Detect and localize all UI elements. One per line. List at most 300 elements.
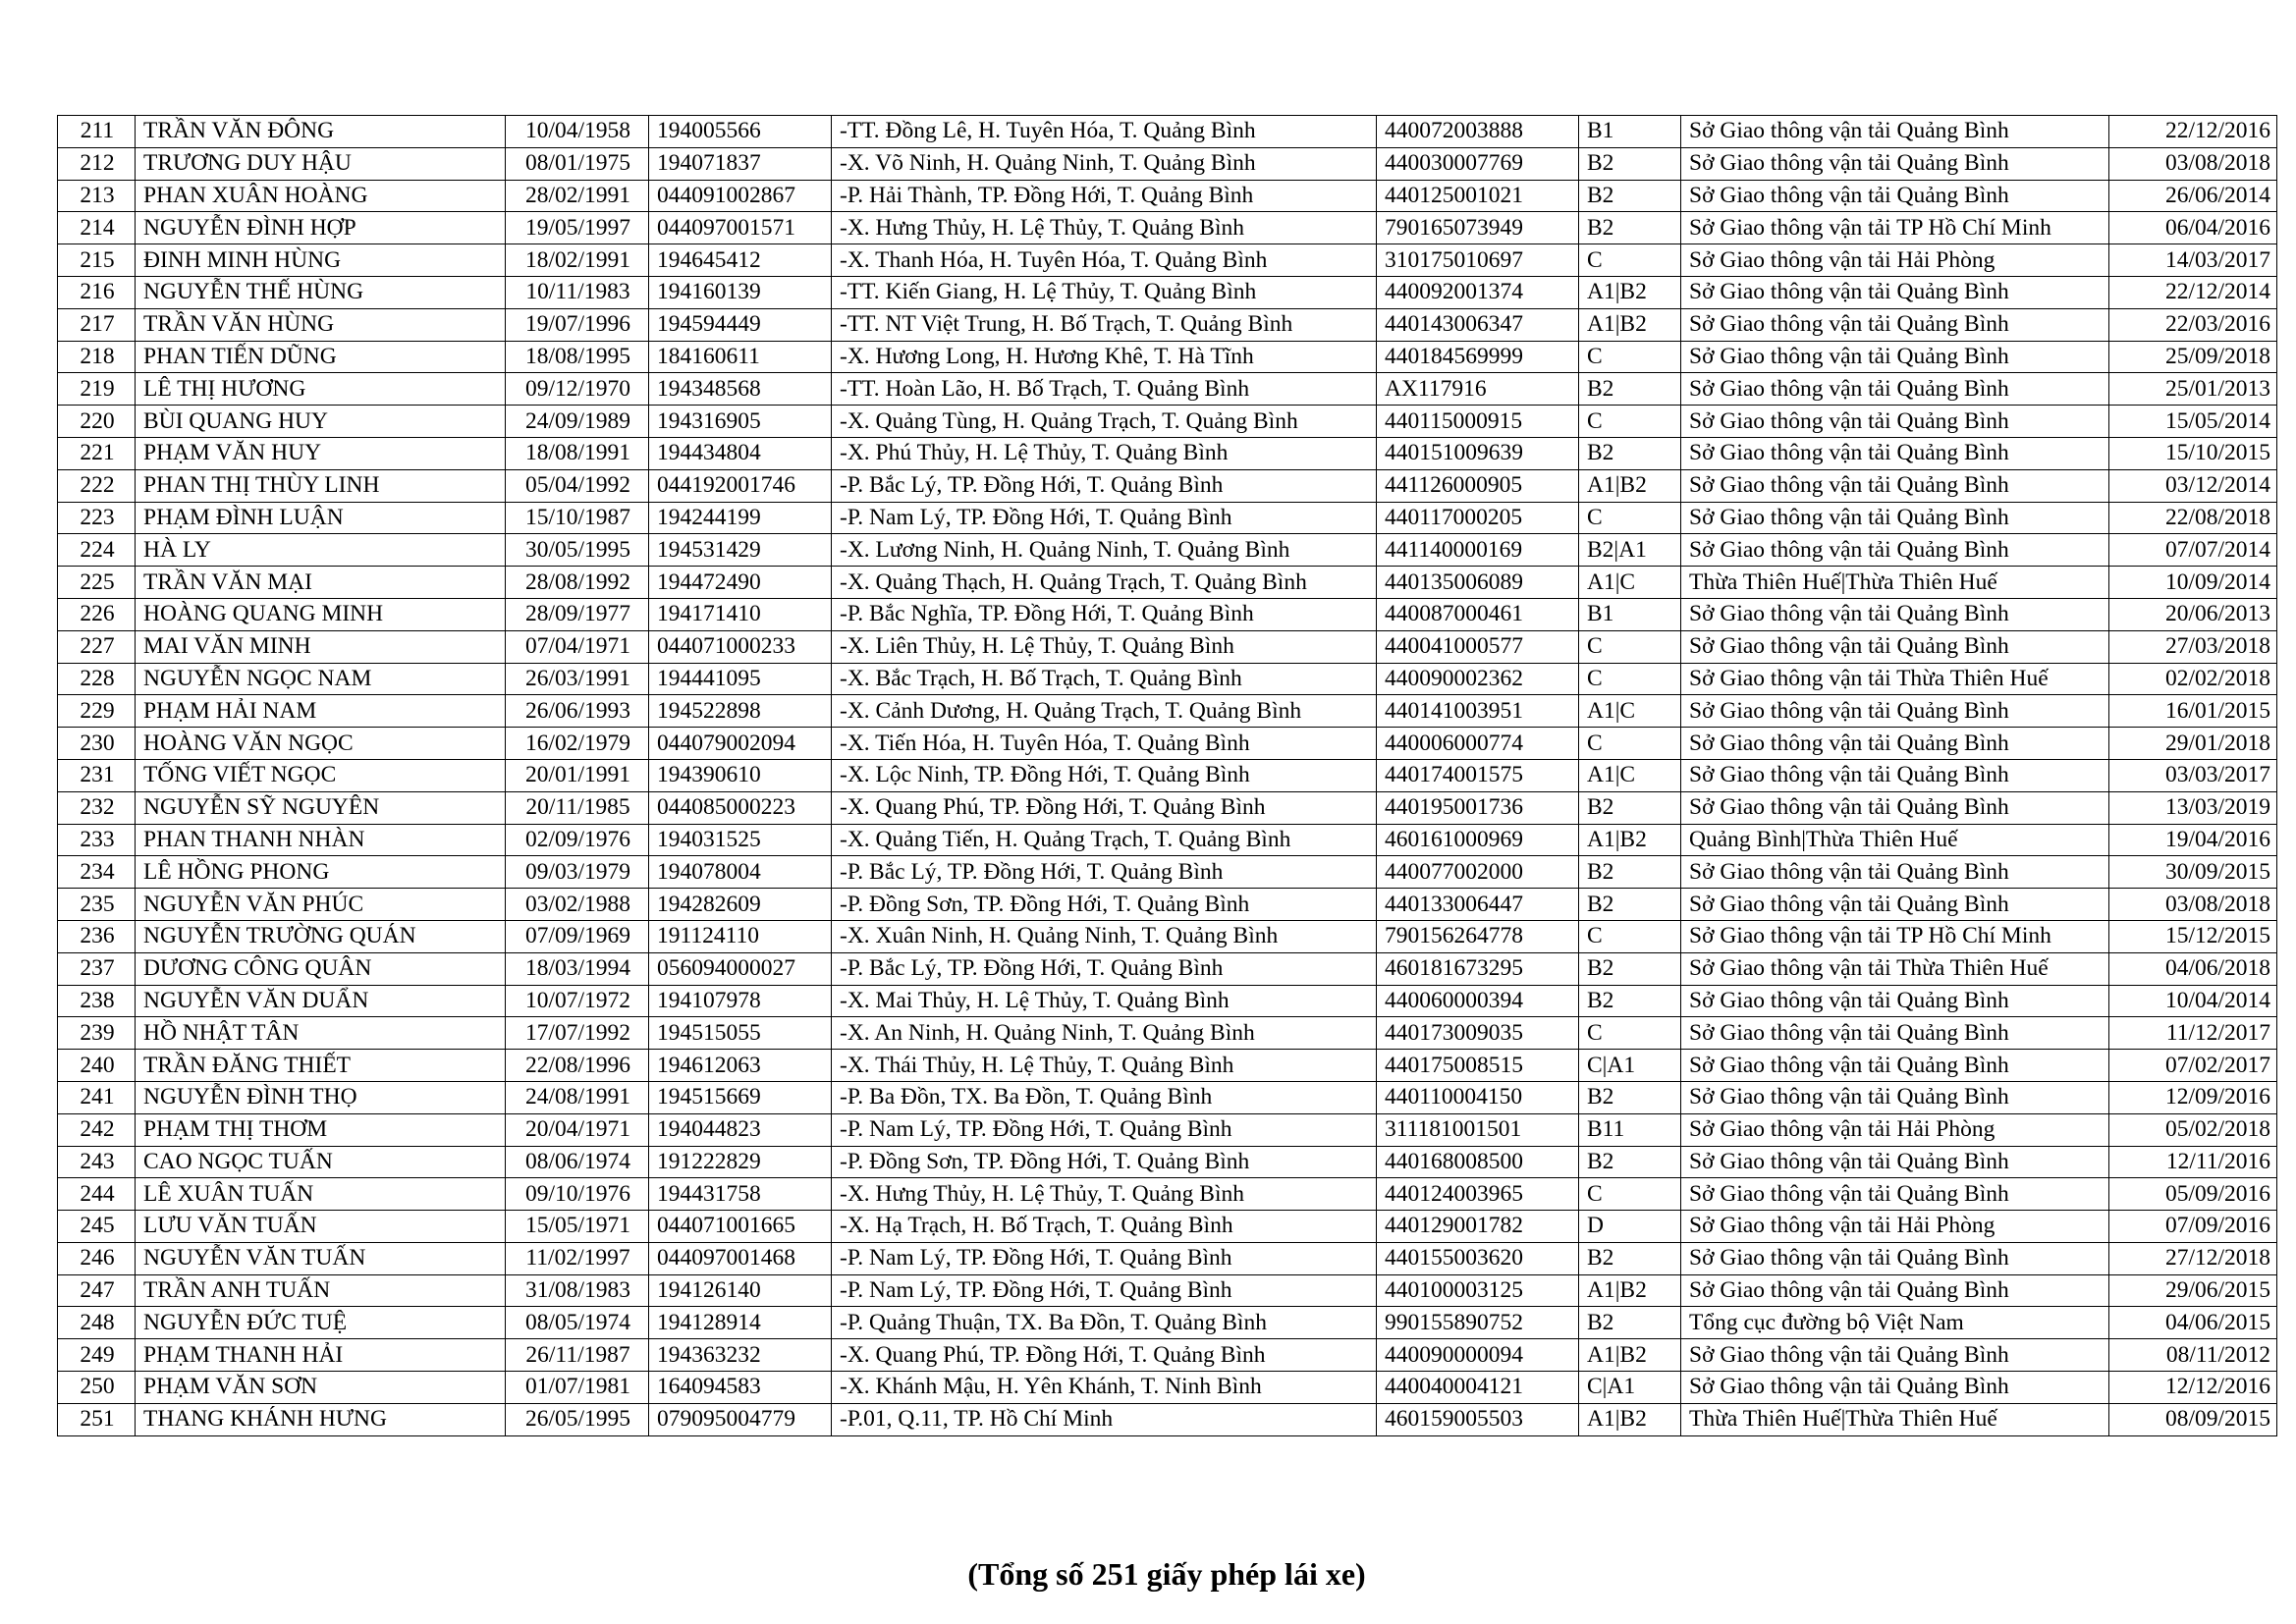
cell-license-class: B2 bbox=[1579, 373, 1681, 406]
table-row bbox=[58, 1307, 2277, 1339]
cell-stt: 237 bbox=[58, 952, 136, 985]
table-row bbox=[58, 1146, 2277, 1178]
cell-address: -P. Bắc Nghĩa, TP. Đồng Hới, T. Quảng Bình bbox=[832, 598, 1377, 630]
cell-address: -X. Mai Thủy, H. Lệ Thủy, T. Quảng Bình bbox=[832, 985, 1377, 1017]
cell-birth-date: 20/04/1971 bbox=[506, 1113, 649, 1146]
cell-license-class: C|A1 bbox=[1579, 1372, 1681, 1404]
cell-birth-date: 07/04/1971 bbox=[506, 630, 649, 663]
cell-issuing-authority: Thừa Thiên Huế|Thừa Thiên Huế bbox=[1681, 1403, 2109, 1435]
cell-stt: 227 bbox=[58, 630, 136, 663]
cell-id-number: 194031525 bbox=[649, 824, 832, 856]
cell-stt: 229 bbox=[58, 695, 136, 728]
cell-license-class: A1|B2 bbox=[1579, 276, 1681, 308]
cell-full-name: NGUYỄN ĐỨC TUỆ bbox=[136, 1307, 506, 1339]
cell-stt: 224 bbox=[58, 534, 136, 567]
cell-address: -X. Lộc Ninh, TP. Đồng Hới, T. Quảng Bình bbox=[832, 759, 1377, 791]
table-row bbox=[58, 1113, 2277, 1146]
cell-birth-date: 18/03/1994 bbox=[506, 952, 649, 985]
cell-license-number: 440173009035 bbox=[1377, 1017, 1579, 1050]
cell-id-number: 194128914 bbox=[649, 1307, 832, 1339]
table-row bbox=[58, 244, 2277, 277]
cell-full-name: HOÀNG VĂN NGỌC bbox=[136, 728, 506, 760]
table-row bbox=[58, 406, 2277, 438]
cell-address: -X. Quảng Tùng, H. Quảng Trạch, T. Quảng Bình bbox=[832, 406, 1377, 438]
cell-stt: 216 bbox=[58, 276, 136, 308]
cell-stt: 215 bbox=[58, 244, 136, 277]
cell-license-class: C bbox=[1579, 1017, 1681, 1050]
cell-license-class: B2 bbox=[1579, 1081, 1681, 1113]
cell-license-class: B2 bbox=[1579, 437, 1681, 469]
cell-address: -X. Võ Ninh, H. Quảng Ninh, T. Quảng Bình bbox=[832, 147, 1377, 180]
cell-birth-date: 26/03/1991 bbox=[506, 663, 649, 695]
cell-full-name: CAO NGỌC TUẤN bbox=[136, 1146, 506, 1178]
cell-issue-date: 12/09/2016 bbox=[2109, 1081, 2277, 1113]
cell-address: -X. Lương Ninh, H. Quảng Ninh, T. Quảng Bình bbox=[832, 534, 1377, 567]
cell-birth-date: 20/01/1991 bbox=[506, 759, 649, 791]
cell-stt: 222 bbox=[58, 469, 136, 502]
cell-id-number: 194171410 bbox=[649, 598, 832, 630]
cell-address: -X. Quảng Thạch, H. Quảng Trạch, T. Quảng Bình bbox=[832, 567, 1377, 599]
cell-address: -P. Bắc Lý, TP. Đồng Hới, T. Quảng Bình bbox=[832, 469, 1377, 502]
cell-full-name: PHAN XUÂN HOÀNG bbox=[136, 180, 506, 212]
cell-issuing-authority: Sở Giao thông vận tải Quảng Bình bbox=[1681, 1178, 2109, 1211]
cell-id-number: 194316905 bbox=[649, 406, 832, 438]
cell-issuing-authority: Sở Giao thông vận tải Quảng Bình bbox=[1681, 308, 2109, 341]
table-row bbox=[58, 952, 2277, 985]
cell-full-name: NGUYỄN VĂN PHÚC bbox=[136, 889, 506, 921]
table-row bbox=[58, 1372, 2277, 1404]
cell-address: -P. Đồng Sơn, TP. Đồng Hới, T. Quảng Bình bbox=[832, 889, 1377, 921]
cell-issuing-authority: Sở Giao thông vận tải Quảng Bình bbox=[1681, 276, 2109, 308]
cell-license-class: A1|B2 bbox=[1579, 1274, 1681, 1307]
cell-address: -X. Bắc Trạch, H. Bố Trạch, T. Quảng Bình bbox=[832, 663, 1377, 695]
cell-full-name: PHẠM THỊ THƠM bbox=[136, 1113, 506, 1146]
table-row bbox=[58, 920, 2277, 952]
table-row bbox=[58, 534, 2277, 567]
cell-license-class: C bbox=[1579, 244, 1681, 277]
cell-stt: 232 bbox=[58, 791, 136, 824]
cell-full-name: NGUYỄN VĂN TUẤN bbox=[136, 1242, 506, 1274]
cell-stt: 247 bbox=[58, 1274, 136, 1307]
cell-address: -X. Phú Thủy, H. Lệ Thủy, T. Quảng Bình bbox=[832, 437, 1377, 469]
cell-stt: 214 bbox=[58, 212, 136, 244]
cell-address: -P. Quảng Thuận, TX. Ba Đồn, T. Quảng Bình bbox=[832, 1307, 1377, 1339]
cell-address: -X. Quang Phú, TP. Đồng Hới, T. Quảng Bình bbox=[832, 791, 1377, 824]
cell-issuing-authority: Sở Giao thông vận tải Quảng Bình bbox=[1681, 373, 2109, 406]
cell-license-class: B2 bbox=[1579, 1242, 1681, 1274]
cell-id-number: 044085000223 bbox=[649, 791, 832, 824]
cell-issuing-authority: Sở Giao thông vận tải Quảng Bình bbox=[1681, 856, 2109, 889]
cell-license-number: 440040004121 bbox=[1377, 1372, 1579, 1404]
cell-license-class: A1|B2 bbox=[1579, 308, 1681, 341]
cell-issuing-authority: Sở Giao thông vận tải Quảng Bình bbox=[1681, 341, 2109, 373]
cell-address: -P. Nam Lý, TP. Đồng Hới, T. Quảng Bình bbox=[832, 1274, 1377, 1307]
cell-issue-date: 03/08/2018 bbox=[2109, 889, 2277, 921]
cell-license-number: 440175008515 bbox=[1377, 1050, 1579, 1082]
cell-issuing-authority: Sở Giao thông vận tải Quảng Bình bbox=[1681, 889, 2109, 921]
cell-full-name: PHẠM VĂN SƠN bbox=[136, 1372, 506, 1404]
table-row bbox=[58, 1050, 2277, 1082]
cell-license-class: B2 bbox=[1579, 889, 1681, 921]
cell-issue-date: 16/01/2015 bbox=[2109, 695, 2277, 728]
table-row bbox=[58, 1017, 2277, 1050]
cell-stt: 213 bbox=[58, 180, 136, 212]
cell-issue-date: 02/02/2018 bbox=[2109, 663, 2277, 695]
cell-address: -X. Thái Thủy, H. Lệ Thủy, T. Quảng Bình bbox=[832, 1050, 1377, 1082]
cell-birth-date: 09/12/1970 bbox=[506, 373, 649, 406]
cell-stt: 211 bbox=[58, 116, 136, 148]
cell-id-number: 194078004 bbox=[649, 856, 832, 889]
cell-license-number: 440092001374 bbox=[1377, 276, 1579, 308]
cell-issue-date: 15/12/2015 bbox=[2109, 920, 2277, 952]
cell-birth-date: 30/05/1995 bbox=[506, 534, 649, 567]
cell-id-number: 194244199 bbox=[649, 502, 832, 534]
cell-issuing-authority: Sở Giao thông vận tải Quảng Bình bbox=[1681, 791, 2109, 824]
cell-issue-date: 22/03/2016 bbox=[2109, 308, 2277, 341]
cell-issue-date: 08/09/2015 bbox=[2109, 1403, 2277, 1435]
cell-issuing-authority: Sở Giao thông vận tải Quảng Bình bbox=[1681, 502, 2109, 534]
cell-address: -P.01, Q.11, TP. Hồ Chí Minh bbox=[832, 1403, 1377, 1435]
cell-birth-date: 09/10/1976 bbox=[506, 1178, 649, 1211]
table-row bbox=[58, 180, 2277, 212]
cell-issue-date: 29/06/2015 bbox=[2109, 1274, 2277, 1307]
table-row bbox=[58, 147, 2277, 180]
cell-issue-date: 15/05/2014 bbox=[2109, 406, 2277, 438]
cell-issuing-authority: Sở Giao thông vận tải Quảng Bình bbox=[1681, 1017, 2109, 1050]
cell-birth-date: 08/06/1974 bbox=[506, 1146, 649, 1178]
cell-stt: 217 bbox=[58, 308, 136, 341]
cell-license-class: A1|B2 bbox=[1579, 1403, 1681, 1435]
table-row bbox=[58, 985, 2277, 1017]
cell-license-class: B2 bbox=[1579, 856, 1681, 889]
cell-license-number: 440184569999 bbox=[1377, 341, 1579, 373]
cell-birth-date: 03/02/1988 bbox=[506, 889, 649, 921]
cell-id-number: 079095004779 bbox=[649, 1403, 832, 1435]
cell-license-class: C bbox=[1579, 663, 1681, 695]
cell-address: -X. Hương Long, H. Hương Khê, T. Hà Tĩnh bbox=[832, 341, 1377, 373]
cell-license-number: 440129001782 bbox=[1377, 1211, 1579, 1243]
cell-issuing-authority: Sở Giao thông vận tải Quảng Bình bbox=[1681, 1372, 2109, 1404]
cell-stt: 251 bbox=[58, 1403, 136, 1435]
table-row bbox=[58, 116, 2277, 148]
cell-full-name: NGUYỄN TRƯỜNG QUÁN bbox=[136, 920, 506, 952]
cell-issue-date: 04/06/2015 bbox=[2109, 1307, 2277, 1339]
cell-address: -X. Xuân Ninh, H. Quảng Ninh, T. Quảng Bình bbox=[832, 920, 1377, 952]
table-row bbox=[58, 437, 2277, 469]
cell-address: -X. Cảnh Dương, H. Quảng Trạch, T. Quảng Bình bbox=[832, 695, 1377, 728]
cell-full-name: NGUYỄN THẾ HÙNG bbox=[136, 276, 506, 308]
cell-license-class: B1 bbox=[1579, 598, 1681, 630]
table-row bbox=[58, 759, 2277, 791]
cell-stt: 238 bbox=[58, 985, 136, 1017]
cell-issue-date: 03/12/2014 bbox=[2109, 469, 2277, 502]
cell-stt: 234 bbox=[58, 856, 136, 889]
cell-license-number: 440100003125 bbox=[1377, 1274, 1579, 1307]
cell-address: -P. Đồng Sơn, TP. Đồng Hới, T. Quảng Bình bbox=[832, 1146, 1377, 1178]
cell-issue-date: 10/09/2014 bbox=[2109, 567, 2277, 599]
cell-issue-date: 26/06/2014 bbox=[2109, 180, 2277, 212]
cell-issue-date: 03/08/2018 bbox=[2109, 147, 2277, 180]
table-row bbox=[58, 856, 2277, 889]
cell-birth-date: 17/07/1992 bbox=[506, 1017, 649, 1050]
cell-issuing-authority: Sở Giao thông vận tải TP Hồ Chí Minh bbox=[1681, 920, 2109, 952]
cell-full-name: PHAN TIẾN DŨNG bbox=[136, 341, 506, 373]
cell-issuing-authority: Sở Giao thông vận tải Quảng Bình bbox=[1681, 469, 2109, 502]
cell-birth-date: 22/08/1996 bbox=[506, 1050, 649, 1082]
cell-birth-date: 26/11/1987 bbox=[506, 1339, 649, 1372]
cell-issuing-authority: Sở Giao thông vận tải TP Hồ Chí Minh bbox=[1681, 212, 2109, 244]
cell-license-class: B1 bbox=[1579, 116, 1681, 148]
cell-id-number: 044071000233 bbox=[649, 630, 832, 663]
cell-full-name: TRẦN ĐĂNG THIẾT bbox=[136, 1050, 506, 1082]
cell-license-number: 440041000577 bbox=[1377, 630, 1579, 663]
document-page bbox=[57, 115, 2276, 1592]
cell-birth-date: 24/08/1991 bbox=[506, 1081, 649, 1113]
cell-license-number: 441126000905 bbox=[1377, 469, 1579, 502]
cell-id-number: 194005566 bbox=[649, 116, 832, 148]
table-row bbox=[58, 1339, 2277, 1372]
table-row bbox=[58, 630, 2277, 663]
cell-license-number: 440115000915 bbox=[1377, 406, 1579, 438]
cell-license-class: D bbox=[1579, 1211, 1681, 1243]
cell-birth-date: 11/02/1997 bbox=[506, 1242, 649, 1274]
cell-issuing-authority: Tổng cục đường bộ Việt Nam bbox=[1681, 1307, 2109, 1339]
cell-address: -X. Khánh Mậu, H. Yên Khánh, T. Ninh Bình bbox=[832, 1372, 1377, 1404]
cell-full-name: HÀ LY bbox=[136, 534, 506, 567]
cell-id-number: 194441095 bbox=[649, 663, 832, 695]
table-row bbox=[58, 1274, 2277, 1307]
cell-issue-date: 29/01/2018 bbox=[2109, 728, 2277, 760]
cell-stt: 225 bbox=[58, 567, 136, 599]
cell-issuing-authority: Sở Giao thông vận tải Quảng Bình bbox=[1681, 1081, 2109, 1113]
cell-license-class: A1|C bbox=[1579, 567, 1681, 599]
cell-stt: 248 bbox=[58, 1307, 136, 1339]
cell-full-name: PHAN THANH NHÀN bbox=[136, 824, 506, 856]
table-row bbox=[58, 1178, 2277, 1211]
cell-issuing-authority: Sở Giao thông vận tải Quảng Bình bbox=[1681, 695, 2109, 728]
cell-issuing-authority: Sở Giao thông vận tải Thừa Thiên Huế bbox=[1681, 663, 2109, 695]
cell-license-number: 440143006347 bbox=[1377, 308, 1579, 341]
cell-full-name: NGUYỄN SỸ NGUYÊN bbox=[136, 791, 506, 824]
cell-issue-date: 14/03/2017 bbox=[2109, 244, 2277, 277]
cell-address: -P. Nam Lý, TP. Đồng Hới, T. Quảng Bình bbox=[832, 502, 1377, 534]
cell-stt: 249 bbox=[58, 1339, 136, 1372]
cell-address: -P. Bắc Lý, TP. Đồng Hới, T. Quảng Bình bbox=[832, 856, 1377, 889]
cell-issue-date: 11/12/2017 bbox=[2109, 1017, 2277, 1050]
cell-birth-date: 02/09/1976 bbox=[506, 824, 649, 856]
cell-issuing-authority: Sở Giao thông vận tải Quảng Bình bbox=[1681, 728, 2109, 760]
cell-id-number: 194071837 bbox=[649, 147, 832, 180]
cell-license-number: 460181673295 bbox=[1377, 952, 1579, 985]
cell-stt: 243 bbox=[58, 1146, 136, 1178]
cell-license-number: 440195001736 bbox=[1377, 791, 1579, 824]
cell-license-class: C|A1 bbox=[1579, 1050, 1681, 1082]
cell-issuing-authority: Sở Giao thông vận tải Hải Phòng bbox=[1681, 1113, 2109, 1146]
cell-issue-date: 07/02/2017 bbox=[2109, 1050, 2277, 1082]
cell-license-class: C bbox=[1579, 341, 1681, 373]
cell-license-number: 440072003888 bbox=[1377, 116, 1579, 148]
cell-license-number: 440090000094 bbox=[1377, 1339, 1579, 1372]
cell-license-number: 440151009639 bbox=[1377, 437, 1579, 469]
table-row bbox=[58, 598, 2277, 630]
cell-license-number: 440133006447 bbox=[1377, 889, 1579, 921]
cell-issuing-authority: Sở Giao thông vận tải Hải Phòng bbox=[1681, 1211, 2109, 1243]
cell-id-number: 194126140 bbox=[649, 1274, 832, 1307]
cell-address: -X. Liên Thủy, H. Lệ Thủy, T. Quảng Bình bbox=[832, 630, 1377, 663]
cell-full-name: TRẦN VĂN ĐÔNG bbox=[136, 116, 506, 148]
cell-birth-date: 10/11/1983 bbox=[506, 276, 649, 308]
cell-issue-date: 05/09/2016 bbox=[2109, 1178, 2277, 1211]
cell-id-number: 044071001665 bbox=[649, 1211, 832, 1243]
cell-stt: 233 bbox=[58, 824, 136, 856]
cell-birth-date: 10/04/1958 bbox=[506, 116, 649, 148]
cell-stt: 218 bbox=[58, 341, 136, 373]
cell-birth-date: 10/07/1972 bbox=[506, 985, 649, 1017]
cell-full-name: BÙI QUANG HUY bbox=[136, 406, 506, 438]
cell-full-name: PHAN THỊ THÙY LINH bbox=[136, 469, 506, 502]
cell-birth-date: 18/08/1991 bbox=[506, 437, 649, 469]
table-row bbox=[58, 728, 2277, 760]
cell-full-name: TRƯƠNG DUY HẬU bbox=[136, 147, 506, 180]
cell-issuing-authority: Sở Giao thông vận tải Quảng Bình bbox=[1681, 534, 2109, 567]
cell-stt: 212 bbox=[58, 147, 136, 180]
table-row bbox=[58, 824, 2277, 856]
cell-issue-date: 07/09/2016 bbox=[2109, 1211, 2277, 1243]
cell-stt: 245 bbox=[58, 1211, 136, 1243]
cell-issue-date: 12/12/2016 bbox=[2109, 1372, 2277, 1404]
table-row bbox=[58, 1242, 2277, 1274]
cell-birth-date: 20/11/1985 bbox=[506, 791, 649, 824]
cell-issue-date: 03/03/2017 bbox=[2109, 759, 2277, 791]
cell-license-class: B2 bbox=[1579, 985, 1681, 1017]
cell-issuing-authority: Sở Giao thông vận tải Quảng Bình bbox=[1681, 985, 2109, 1017]
cell-stt: 228 bbox=[58, 663, 136, 695]
cell-license-number: 790165073949 bbox=[1377, 212, 1579, 244]
cell-stt: 246 bbox=[58, 1242, 136, 1274]
cell-birth-date: 16/02/1979 bbox=[506, 728, 649, 760]
cell-issue-date: 19/04/2016 bbox=[2109, 824, 2277, 856]
cell-id-number: 184160611 bbox=[649, 341, 832, 373]
cell-id-number: 194431758 bbox=[649, 1178, 832, 1211]
cell-issue-date: 30/09/2015 bbox=[2109, 856, 2277, 889]
cell-full-name: TRẦN ANH TUẤN bbox=[136, 1274, 506, 1307]
cell-id-number: 191124110 bbox=[649, 920, 832, 952]
cell-id-number: 044079002094 bbox=[649, 728, 832, 760]
cell-full-name: PHẠM ĐÌNH LUẬN bbox=[136, 502, 506, 534]
table-row bbox=[58, 791, 2277, 824]
cell-full-name: MAI VĂN MINH bbox=[136, 630, 506, 663]
cell-license-class: B2 bbox=[1579, 212, 1681, 244]
cell-full-name: LÊ XUÂN TUẤN bbox=[136, 1178, 506, 1211]
cell-id-number: 191222829 bbox=[649, 1146, 832, 1178]
cell-id-number: 194434804 bbox=[649, 437, 832, 469]
cell-issue-date: 25/01/2013 bbox=[2109, 373, 2277, 406]
cell-license-class: A1|B2 bbox=[1579, 469, 1681, 502]
cell-issue-date: 25/09/2018 bbox=[2109, 341, 2277, 373]
cell-address: -X. Tiến Hóa, H. Tuyên Hóa, T. Quảng Bình bbox=[832, 728, 1377, 760]
cell-license-number: 460161000969 bbox=[1377, 824, 1579, 856]
cell-id-number: 194515055 bbox=[649, 1017, 832, 1050]
cell-full-name: TRẦN VĂN MẠI bbox=[136, 567, 506, 599]
cell-address: -P. Ba Đồn, TX. Ba Đồn, T. Quảng Bình bbox=[832, 1081, 1377, 1113]
cell-id-number: 044091002867 bbox=[649, 180, 832, 212]
cell-license-class: A1|B2 bbox=[1579, 824, 1681, 856]
cell-issuing-authority: Sở Giao thông vận tải Quảng Bình bbox=[1681, 180, 2109, 212]
cell-license-number: 440117000205 bbox=[1377, 502, 1579, 534]
cell-id-number: 044097001468 bbox=[649, 1242, 832, 1274]
cell-stt: 244 bbox=[58, 1178, 136, 1211]
table-row bbox=[58, 502, 2277, 534]
cell-stt: 231 bbox=[58, 759, 136, 791]
cell-id-number: 194348568 bbox=[649, 373, 832, 406]
cell-full-name: TỐNG VIẾT NGỌC bbox=[136, 759, 506, 791]
cell-license-number: 440090002362 bbox=[1377, 663, 1579, 695]
cell-address: -TT. Hoàn Lão, H. Bố Trạch, T. Quảng Bình bbox=[832, 373, 1377, 406]
cell-full-name: DƯƠNG CÔNG QUÂN bbox=[136, 952, 506, 985]
cell-license-number: 440174001575 bbox=[1377, 759, 1579, 791]
cell-license-number: 310175010697 bbox=[1377, 244, 1579, 277]
cell-license-class: B2 bbox=[1579, 1307, 1681, 1339]
cell-birth-date: 26/05/1995 bbox=[506, 1403, 649, 1435]
cell-birth-date: 19/07/1996 bbox=[506, 308, 649, 341]
cell-stt: 242 bbox=[58, 1113, 136, 1146]
cell-stt: 220 bbox=[58, 406, 136, 438]
cell-license-number: 440124003965 bbox=[1377, 1178, 1579, 1211]
cell-full-name: LÊ HỒNG PHONG bbox=[136, 856, 506, 889]
cell-birth-date: 28/09/1977 bbox=[506, 598, 649, 630]
cell-birth-date: 08/01/1975 bbox=[506, 147, 649, 180]
cell-birth-date: 28/08/1992 bbox=[506, 567, 649, 599]
table-row bbox=[58, 1081, 2277, 1113]
cell-license-number: 440060000394 bbox=[1377, 985, 1579, 1017]
cell-issuing-authority: Sở Giao thông vận tải Hải Phòng bbox=[1681, 244, 2109, 277]
cell-birth-date: 15/05/1971 bbox=[506, 1211, 649, 1243]
table-row bbox=[58, 889, 2277, 921]
cell-id-number: 194531429 bbox=[649, 534, 832, 567]
cell-issue-date: 07/07/2014 bbox=[2109, 534, 2277, 567]
cell-full-name: NGUYỄN NGỌC NAM bbox=[136, 663, 506, 695]
license-table bbox=[57, 115, 2277, 1436]
table-row bbox=[58, 469, 2277, 502]
cell-license-class: B2 bbox=[1579, 791, 1681, 824]
cell-address: -X. Thanh Hóa, H. Tuyên Hóa, T. Quảng Bình bbox=[832, 244, 1377, 277]
cell-license-number: 440135006089 bbox=[1377, 567, 1579, 599]
cell-full-name: LÊ THỊ HƯƠNG bbox=[136, 373, 506, 406]
cell-address: -X. Hưng Thủy, H. Lệ Thủy, T. Quảng Bình bbox=[832, 212, 1377, 244]
cell-address: -P. Bắc Lý, TP. Đồng Hới, T. Quảng Bình bbox=[832, 952, 1377, 985]
cell-full-name: THANG KHÁNH HƯNG bbox=[136, 1403, 506, 1435]
cell-id-number: 164094583 bbox=[649, 1372, 832, 1404]
cell-stt: 219 bbox=[58, 373, 136, 406]
cell-address: -X. Quang Phú, TP. Đồng Hới, T. Quảng Bình bbox=[832, 1339, 1377, 1372]
cell-full-name: LƯU VĂN TUẤN bbox=[136, 1211, 506, 1243]
cell-birth-date: 15/10/1987 bbox=[506, 502, 649, 534]
table-row bbox=[58, 373, 2277, 406]
cell-issue-date: 05/02/2018 bbox=[2109, 1113, 2277, 1146]
cell-full-name: HỒ NHẬT TÂN bbox=[136, 1017, 506, 1050]
cell-stt: 235 bbox=[58, 889, 136, 921]
table-row bbox=[58, 567, 2277, 599]
cell-license-number: 440077002000 bbox=[1377, 856, 1579, 889]
cell-birth-date: 24/09/1989 bbox=[506, 406, 649, 438]
cell-birth-date: 09/03/1979 bbox=[506, 856, 649, 889]
cell-address: -P. Hải Thành, TP. Đồng Hới, T. Quảng Bình bbox=[832, 180, 1377, 212]
cell-license-class: C bbox=[1579, 630, 1681, 663]
cell-license-class: C bbox=[1579, 502, 1681, 534]
cell-stt: 236 bbox=[58, 920, 136, 952]
cell-id-number: 194612063 bbox=[649, 1050, 832, 1082]
cell-issuing-authority: Sở Giao thông vận tải Quảng Bình bbox=[1681, 1274, 2109, 1307]
